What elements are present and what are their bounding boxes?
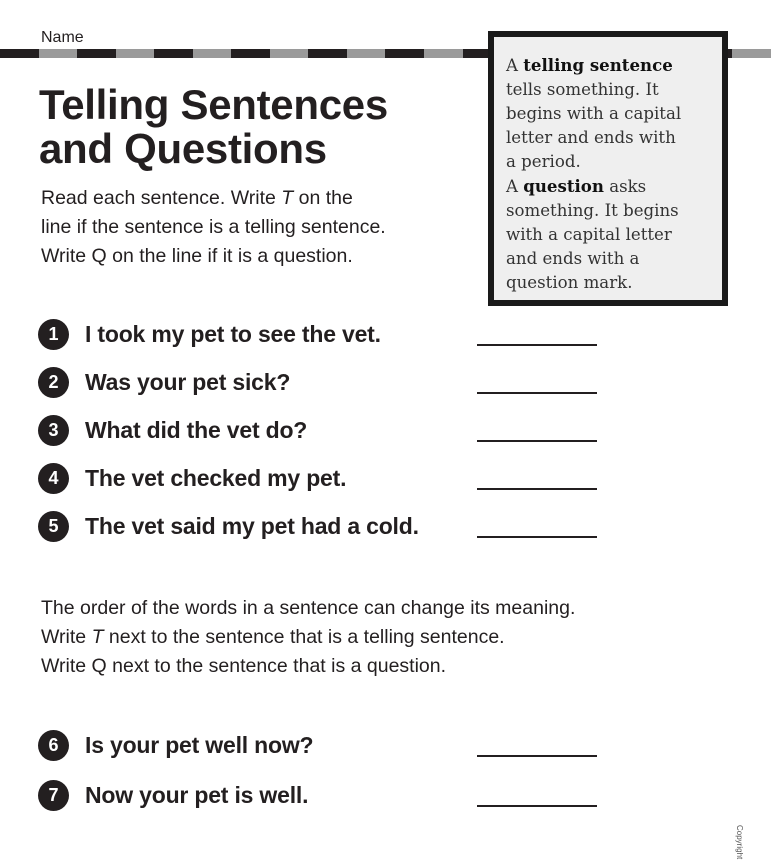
answer-line[interactable] [477, 440, 597, 442]
item-sentence: The vet said my pet had a cold. [85, 512, 419, 539]
text-line: Write Q next to the sentence that is a question. [41, 655, 447, 677]
item-number-badge: 2 [38, 367, 69, 398]
rule-segment [347, 49, 386, 58]
rule-info-box [488, 31, 728, 306]
rule-segment [270, 49, 309, 58]
answer-line[interactable] [477, 344, 597, 346]
rule-segment [0, 49, 39, 58]
italic-letter: T [281, 187, 294, 209]
copyright-notice: Copyright [735, 825, 744, 860]
answer-line[interactable] [477, 755, 597, 757]
rule-segment [424, 49, 463, 58]
text-line: Write T next to the sentence that is a telling sentence. [41, 626, 505, 648]
text-line: tells something. It [506, 80, 659, 99]
item-sentence: The vet checked my pet. [85, 464, 347, 491]
rule-segment [116, 49, 155, 58]
item-number-badge: 6 [38, 730, 69, 761]
item-number-badge: 7 [38, 780, 69, 811]
text-line: Write Q on the line if it is a question. [41, 245, 353, 267]
rule-segment [231, 49, 270, 58]
text-line: A question asks [506, 176, 647, 196]
exercise-item [38, 318, 381, 350]
rule-segment [193, 49, 232, 58]
item-number-badge: 5 [38, 511, 69, 542]
text-line: and ends with a [506, 249, 640, 268]
text-line: something. It begins [506, 201, 679, 220]
order-instructions [41, 594, 575, 681]
rule-segment [308, 49, 347, 58]
text-line: with a capital letter [506, 225, 672, 244]
exercise-item [38, 366, 290, 398]
exercise-item [38, 729, 313, 761]
exercise-item [38, 779, 308, 811]
item-sentence: Now your pet is well. [85, 781, 309, 808]
text-line: a period. [506, 152, 581, 171]
name-label: Name [41, 29, 84, 46]
title-line-2: and Questions [39, 125, 327, 172]
item-number-badge: 4 [38, 463, 69, 494]
bold-term: telling sentence [523, 55, 673, 75]
rule-segment [385, 49, 424, 58]
text-line: Read each sentence. Write T on the [41, 187, 353, 209]
rule-segment [732, 49, 771, 58]
page-title [39, 83, 388, 171]
instructions [41, 184, 386, 271]
text-line: begins with a capital [506, 104, 682, 123]
italic-letter: T [91, 626, 104, 648]
title-line-1: Telling Sentences [39, 81, 388, 128]
text-line: The order of the words in a sentence can change its meaning. [41, 597, 576, 619]
answer-line[interactable] [477, 488, 597, 490]
exercise-item [38, 510, 419, 542]
answer-line[interactable] [477, 536, 597, 538]
item-sentence: What did the vet do? [85, 416, 308, 443]
item-sentence: Is your pet well now? [85, 731, 314, 758]
exercise-item [38, 414, 307, 446]
rule-segment [77, 49, 116, 58]
item-sentence: Was your pet sick? [85, 368, 291, 395]
text-line: question mark. [506, 273, 633, 292]
text-line: line if the sentence is a telling sentence. [41, 216, 386, 238]
rule-segment [154, 49, 193, 58]
text-line: A telling sentence [506, 55, 673, 75]
exercise-item [38, 462, 346, 494]
answer-line[interactable] [477, 392, 597, 394]
bold-term: question [523, 176, 604, 196]
answer-line[interactable] [477, 805, 597, 807]
item-sentence: I took my pet to see the vet. [85, 320, 381, 347]
item-number-badge: 3 [38, 415, 69, 446]
text-line: letter and ends with [506, 128, 676, 147]
item-number-badge: 1 [38, 319, 69, 350]
rule-segment [39, 49, 78, 58]
